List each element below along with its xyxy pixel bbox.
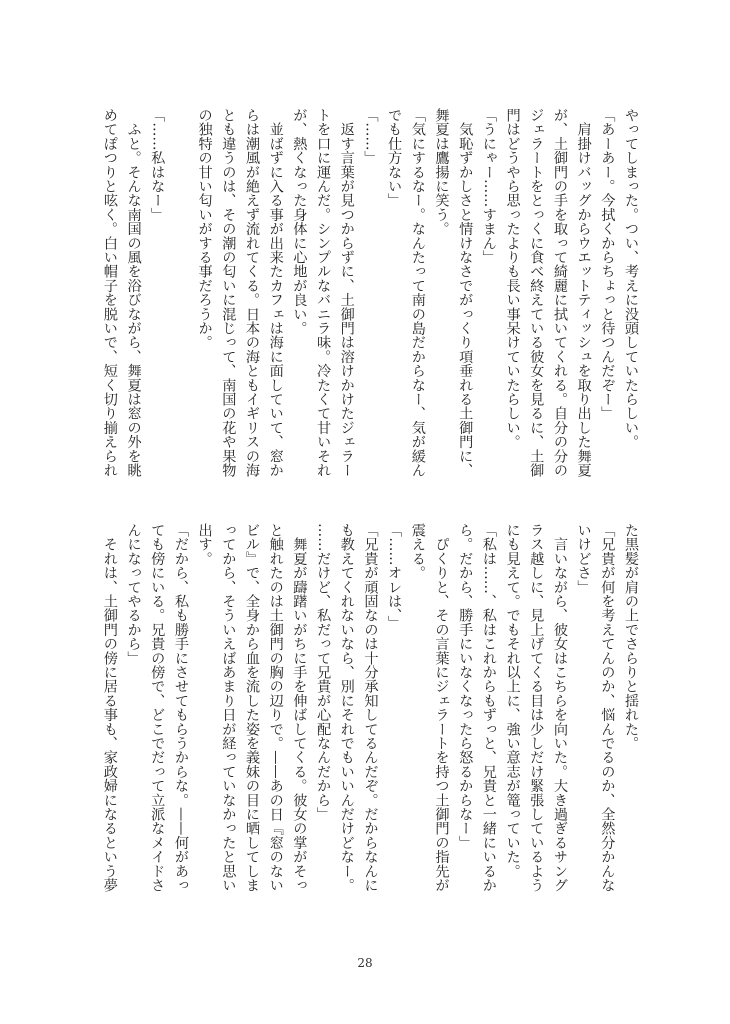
text-column: ラス越しに、見上げてくる目は少しだけ緊張しているよう bbox=[528, 523, 545, 893]
text-column: 肩掛けバッグからウエットティッシュを取り出した舞夏 bbox=[575, 108, 592, 478]
text-column: にも見えて。でもそれ以上に、強い意志が篭っていた。 bbox=[504, 523, 521, 878]
text-column: 「……オレは、」 bbox=[386, 523, 403, 630]
text-column: やってしまった。つい、考えに没頭していたらしい。 bbox=[623, 108, 639, 449]
text-column: 「うにゃー……すまん」 bbox=[480, 108, 497, 265]
text-column: 「気にするなー。なんたって南の島だからなー、気が緩ん bbox=[409, 108, 426, 478]
text-column: 門はどうやら思ったよりも長い事呆けていたらしい。 bbox=[504, 108, 521, 449]
text-column: ジェラートをとっくに食べ終えている彼女を見るに、土御 bbox=[528, 108, 545, 478]
text-column: とも違うのは、その潮の匂いに混じって、南国の花や果物 bbox=[220, 108, 237, 478]
text-column: と触れたのは土御門の胸の辺りで。——あの日『窓のない bbox=[267, 523, 284, 893]
text-column: 舞夏は鷹揚に笑う。 bbox=[433, 108, 450, 236]
text-column bbox=[168, 108, 192, 498]
text-column: ビル』で、全身から血を流した姿を義妹の目に晒してしま bbox=[244, 523, 260, 893]
text-column: も教えてくれないなら、別にそれでもいいんだけどなー。 bbox=[338, 523, 355, 893]
text-column: 「兄貴が頑固なのは十分承知してるんだぞ。だからなんに bbox=[362, 523, 379, 893]
text-column: ふと。そんな南国の風を浴びながら、舞夏は窓の外を眺 bbox=[125, 108, 142, 478]
text-column: 「あーあー。今拭くからちょっと待つんだぞー」 bbox=[599, 108, 616, 421]
text-column: 「兄貴が何を考えてんのか、悩んでるのか、全然分かんな bbox=[599, 523, 616, 893]
text-column: 言いながら、彼女はこちらを向いた。大き過ぎるサング bbox=[551, 523, 568, 893]
text-column: めてぽつりと呟く。白い帽子を脱いで、短く切り揃えられ bbox=[101, 108, 118, 478]
text-column: 震える。 bbox=[409, 523, 426, 580]
upper-text-block bbox=[97, 108, 642, 498]
text-column: 気恥ずかしさと情けなさでがっくり項垂れる土御門に、 bbox=[457, 108, 474, 478]
text-column: ぴくりと、その言葉にジェラートを持つ土御門の指先が bbox=[433, 523, 450, 893]
text-column: の独特の甘い匂いがする事だろうか。 bbox=[196, 108, 213, 350]
text-column: ら。だから、勝手にいなくなったら怒るからなー」 bbox=[457, 523, 474, 850]
text-column: 「私は……、私はこれからもずっと、兄貴と一緒にいるか bbox=[480, 523, 497, 893]
text-column: 「……」 bbox=[362, 108, 379, 165]
text-column: 「だから、私も勝手にさせてもらうからな。——何があっ bbox=[172, 523, 189, 893]
text-column: 出す。 bbox=[196, 523, 213, 566]
text-column: ……だけど、私だって兄貴が心配なんだから」 bbox=[315, 523, 332, 822]
text-column: が、土御門の手を取って綺麗に拭いてくれる。自分の分の bbox=[551, 108, 568, 478]
text-column: 「……私はなー」 bbox=[149, 108, 166, 222]
text-column: でも仕方ない」 bbox=[386, 108, 403, 208]
text-column: た黒髪が肩の上でさらりと揺れた。 bbox=[623, 523, 639, 751]
text-column: 並ばずに入る事が出来たカフェは海に面していて、窓か bbox=[267, 108, 284, 478]
page-number: 28 bbox=[357, 956, 373, 970]
lower-text-block bbox=[97, 523, 642, 913]
text-column: ても傍にいる。兄貴の傍で、どこでだって立派なメイドさ bbox=[149, 523, 166, 893]
text-column: トを口に運んだ。シンプルなバニラ味。冷たくて甘いそれ bbox=[315, 108, 332, 478]
text-column: んになってやるから」 bbox=[125, 523, 142, 665]
text-column: それは、土御門の傍に居る事も、家政婦になるという夢 bbox=[101, 523, 118, 893]
text-column: 返す言葉が見つからずに、土御門は溶けかけたジェラー bbox=[338, 108, 355, 478]
text-column: 舞夏が躊躇いがちに手を伸ばしてくる。彼女の掌がそっ bbox=[291, 523, 308, 893]
text-column: が、熱くなった身体に心地が良い。 bbox=[291, 108, 308, 336]
text-column: いけどさ」 bbox=[575, 523, 592, 594]
text-column: ってから、そういえばあまり日が経っていなかったと思い bbox=[220, 523, 237, 893]
text-column: らは潮風が絶えず流れてくる。日本の海ともイギリスの海 bbox=[244, 108, 260, 478]
